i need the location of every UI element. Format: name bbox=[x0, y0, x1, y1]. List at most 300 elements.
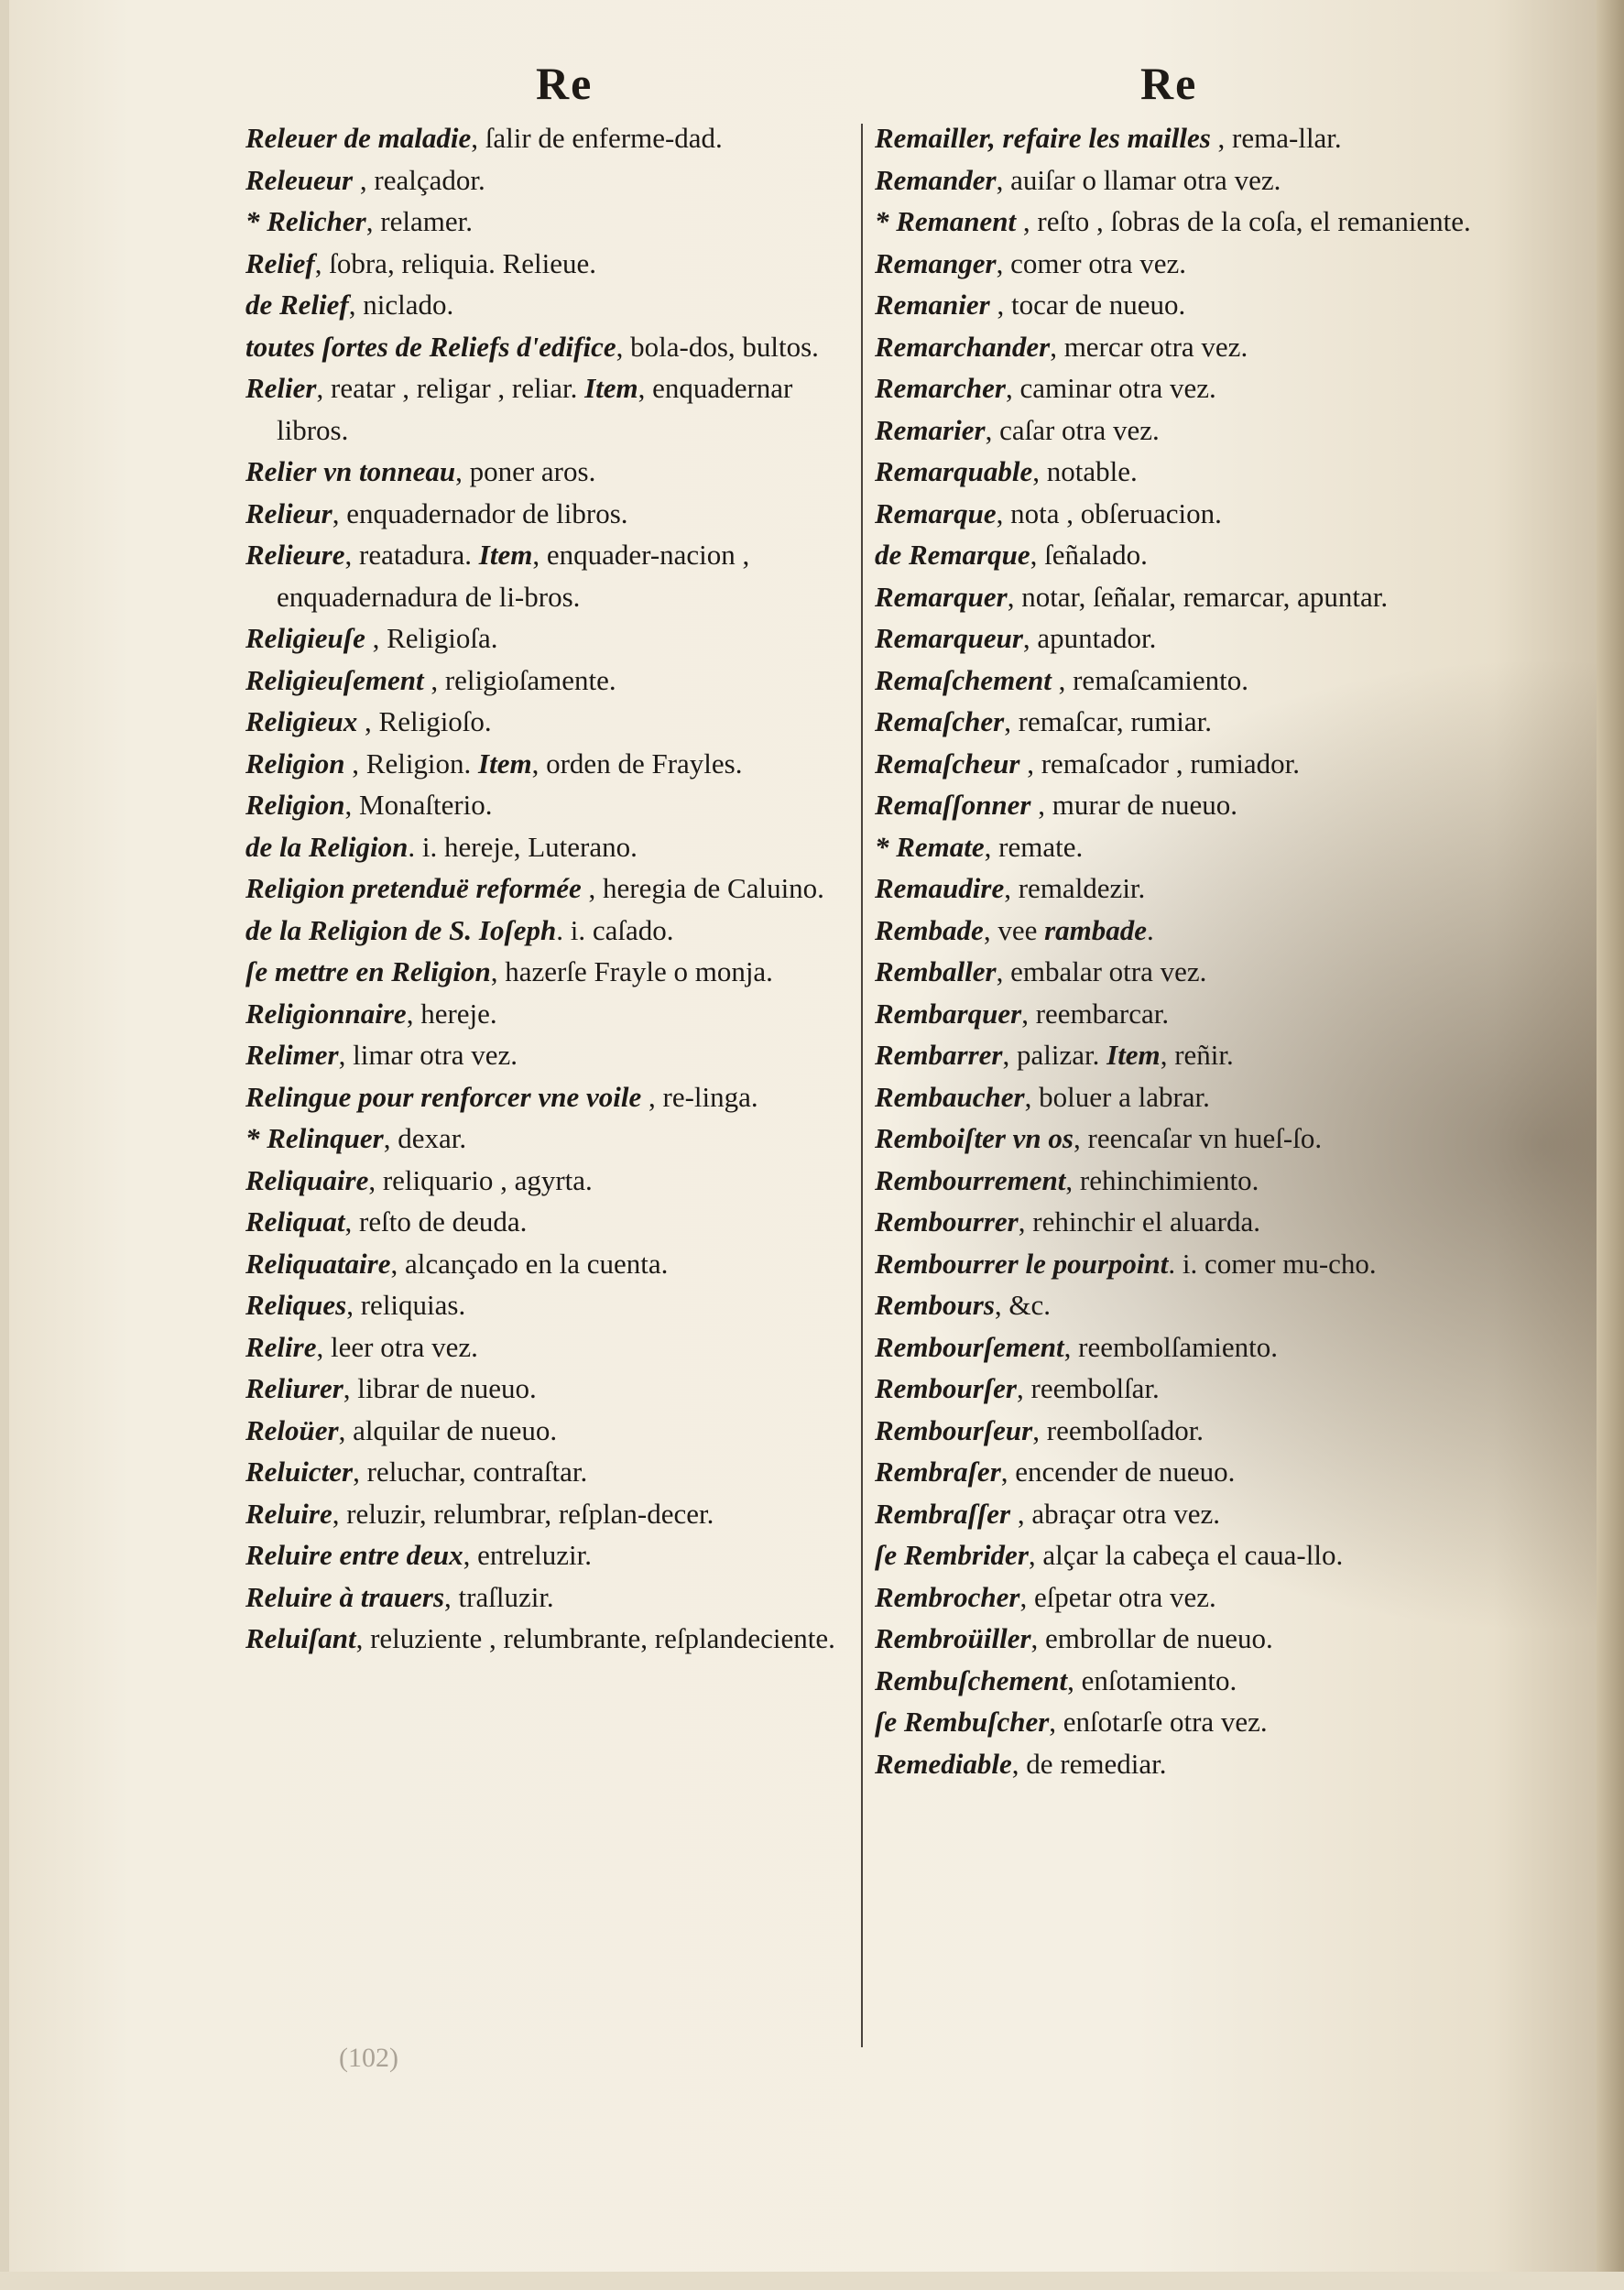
entry-translation: caminar otra vez. bbox=[1019, 372, 1216, 404]
dictionary-entry bbox=[875, 617, 1490, 660]
dictionary-entry bbox=[875, 1160, 1490, 1202]
entry-translation: enquadernador de libros. bbox=[346, 496, 628, 529]
entry-separator: , bbox=[344, 747, 366, 780]
dictionary-entry bbox=[875, 1576, 1490, 1619]
entry-headword: Remaſcheur bbox=[875, 747, 1020, 780]
entry-headword: Rembraſer bbox=[875, 1456, 1001, 1488]
entry-italic-word: Item bbox=[1106, 1039, 1161, 1071]
entry-headword: Remarchander bbox=[875, 330, 1051, 363]
entry-translation: dexar. bbox=[398, 1122, 467, 1154]
entry-headword: * Relicher bbox=[245, 205, 366, 237]
entry-separator: , bbox=[1005, 372, 1020, 404]
dictionary-entry bbox=[245, 1576, 850, 1619]
entry-headword: Reliquaire bbox=[245, 1163, 369, 1196]
entry-headword: Remarquable bbox=[875, 455, 1033, 487]
entry-translation: reatar , religar , reliar. bbox=[331, 372, 578, 404]
entry-separator: , bbox=[1004, 872, 1019, 904]
entry-separator: , bbox=[984, 830, 999, 863]
right-column bbox=[875, 117, 1490, 1784]
entry-translation: auiſar o llamar otra vez. bbox=[1010, 163, 1281, 196]
entry-headword: Rembourſeur bbox=[875, 1413, 1033, 1446]
entry-translation: murar de nueuo. bbox=[1052, 789, 1238, 821]
entry-separator: , bbox=[1004, 705, 1019, 737]
dictionary-entry bbox=[875, 201, 1490, 243]
entry-separator: , bbox=[353, 1456, 367, 1488]
entry-separator: , bbox=[1210, 122, 1233, 154]
entry-separator: , bbox=[1032, 455, 1047, 487]
entry-translation: embrollar de nueuo. bbox=[1045, 1622, 1273, 1654]
entry-translation-continued: , reñir. bbox=[1160, 1039, 1234, 1071]
dictionary-entry bbox=[245, 159, 850, 202]
entry-headword: Religieuſement bbox=[245, 663, 424, 696]
entry-headword: Remaſcher bbox=[875, 705, 1005, 737]
entry-separator: , bbox=[332, 1497, 347, 1530]
entry-translation: entreluzir. bbox=[477, 1539, 592, 1571]
entry-translation: reencaſar vn hueſ-ſo. bbox=[1087, 1122, 1323, 1154]
entry-separator: , bbox=[338, 1413, 354, 1446]
entry-translation: rema-llar. bbox=[1232, 122, 1342, 154]
entry-translation: reluchar, contraſtar. bbox=[366, 1456, 588, 1488]
entry-translation: alquilar de nueuo. bbox=[353, 1413, 558, 1446]
dictionary-entry bbox=[245, 910, 850, 952]
entry-separator: , bbox=[1019, 747, 1041, 780]
entry-translation: ſobra, reliquia. Relieue. bbox=[329, 246, 597, 279]
dictionary-entry bbox=[875, 534, 1490, 576]
dictionary-entry bbox=[245, 1618, 850, 1660]
entry-separator: , bbox=[996, 163, 1011, 196]
dictionary-entry bbox=[875, 1326, 1490, 1369]
dictionary-entry bbox=[875, 993, 1490, 1035]
dictionary-entry bbox=[875, 784, 1490, 826]
entry-translation: de remediar. bbox=[1026, 1747, 1167, 1780]
dictionary-entry bbox=[245, 1368, 850, 1410]
entry-headword: Relieure bbox=[245, 539, 345, 571]
dictionary-entry bbox=[875, 409, 1490, 452]
entry-translation: realçador. bbox=[374, 163, 485, 196]
entry-headword: Religion bbox=[245, 747, 345, 780]
entry-headword: Rembourrement bbox=[875, 1163, 1066, 1196]
entry-translation: remaſcamiento. bbox=[1073, 663, 1249, 696]
dictionary-entry bbox=[245, 701, 850, 743]
entry-separator: , bbox=[390, 1247, 405, 1280]
entry-translation: reatadura. bbox=[359, 539, 473, 571]
entry-translation: nota , obſeruacion. bbox=[1010, 496, 1222, 529]
entry-translation: i. hereje, Luterano. bbox=[421, 830, 638, 863]
entry-headword: Rembarquer bbox=[875, 997, 1022, 1030]
entry-headword: Releueur bbox=[245, 163, 354, 196]
entry-separator: , bbox=[490, 955, 506, 987]
entry-translation: i. caſado. bbox=[570, 913, 674, 946]
dictionary-entry bbox=[875, 1701, 1490, 1743]
dictionary-entry bbox=[245, 451, 850, 493]
dictionary-entry bbox=[875, 284, 1490, 326]
dictionary-entry bbox=[245, 493, 850, 535]
entry-translation: &c. bbox=[1008, 1289, 1052, 1321]
entry-separator: , bbox=[616, 330, 631, 363]
entry-headword: Relier vn tonneau bbox=[245, 455, 456, 487]
entry-translation: reliquario , agyrta. bbox=[382, 1163, 593, 1196]
entry-separator: , bbox=[365, 622, 387, 654]
entry-translation-continued: , orden de Frayles. bbox=[531, 747, 743, 780]
dictionary-entry bbox=[875, 1451, 1490, 1493]
entry-translation: re-linga. bbox=[662, 1080, 758, 1113]
dictionary-entry bbox=[245, 1410, 850, 1452]
entry-translation: librar de nueuo. bbox=[357, 1372, 537, 1404]
entry-translation: eſpetar otra vez. bbox=[1033, 1580, 1216, 1613]
entry-translation: limar otra vez. bbox=[353, 1039, 518, 1071]
entry-translation: caſar otra vez. bbox=[999, 413, 1160, 446]
dictionary-entry bbox=[245, 243, 850, 285]
entry-headword: Reluire à trauers bbox=[245, 1580, 445, 1613]
entry-headword: * Remate bbox=[875, 830, 985, 863]
entry-translation: Religioſa. bbox=[387, 622, 498, 654]
entry-translation: ſalir de enferme-dad. bbox=[485, 122, 723, 154]
dictionary-entry bbox=[875, 1410, 1490, 1452]
entry-separator: , bbox=[1063, 1330, 1079, 1363]
dictionary-entry bbox=[245, 1451, 850, 1493]
entry-italic-word: Item bbox=[478, 539, 533, 571]
dictionary-entry bbox=[875, 1618, 1490, 1660]
entry-separator: , bbox=[1030, 1622, 1046, 1654]
entry-translation: boluer a labrar. bbox=[1039, 1080, 1210, 1113]
entry-headword: Remballer bbox=[875, 955, 997, 987]
dictionary-entry bbox=[875, 367, 1490, 409]
entry-translation: remaſcar, rumiar. bbox=[1018, 705, 1213, 737]
entry-headword: Rembourſer bbox=[875, 1372, 1017, 1404]
entry-separator: , bbox=[368, 1163, 383, 1196]
entry-translation: alcançado en la cuenta. bbox=[404, 1247, 669, 1280]
entry-headword: Relier bbox=[245, 372, 317, 404]
entry-headword: de Remarque bbox=[875, 539, 1030, 571]
entry-headword: Remaudire bbox=[875, 872, 1005, 904]
entry-separator: , bbox=[343, 1372, 358, 1404]
entry-translation: reluziente , relumbrante, reſplandeciente. bbox=[370, 1622, 835, 1654]
entry-separator: , bbox=[1002, 1039, 1017, 1071]
entry-separator: , bbox=[581, 872, 604, 904]
dictionary-entry bbox=[875, 1743, 1490, 1785]
entry-separator: , bbox=[316, 372, 331, 404]
entry-separator: , bbox=[344, 1205, 360, 1238]
entry-headword: Reliquataire bbox=[245, 1247, 391, 1280]
dictionary-entry bbox=[245, 534, 850, 617]
entry-headword: Remboiſter vn os bbox=[875, 1122, 1074, 1154]
dictionary-entry bbox=[875, 1034, 1490, 1076]
dictionary-entry bbox=[245, 367, 850, 451]
entry-separator: , bbox=[348, 289, 364, 321]
dictionary-entry bbox=[245, 617, 850, 660]
left-column-header: Re bbox=[536, 58, 594, 109]
entry-separator: , bbox=[1030, 539, 1045, 571]
entry-separator: , bbox=[406, 997, 421, 1030]
entry-headword: Religieuſe bbox=[245, 622, 365, 654]
entry-separator: , bbox=[994, 1289, 1009, 1321]
dictionary-entry bbox=[875, 326, 1490, 368]
entry-headword: Reliurer bbox=[245, 1372, 343, 1404]
entry-headword: Remanier bbox=[875, 289, 990, 321]
entry-headword: Rembourrer le pourpoint bbox=[875, 1247, 1169, 1280]
entry-headword: ſe mettre en Religion bbox=[245, 955, 491, 987]
entry-headword: Reluiſant bbox=[245, 1622, 356, 1654]
entry-separator: , bbox=[383, 1122, 398, 1154]
entry-translation: remaſcador , rumiador. bbox=[1041, 747, 1301, 780]
entry-separator: , bbox=[983, 913, 998, 946]
dictionary-entry bbox=[245, 1201, 850, 1243]
dictionary-entry bbox=[875, 1660, 1490, 1702]
dictionary-entry bbox=[875, 867, 1490, 910]
dictionary-entry bbox=[245, 284, 850, 326]
dictionary-entry bbox=[245, 201, 850, 243]
dictionary-entry bbox=[245, 1493, 850, 1535]
dictionary-entry bbox=[245, 993, 850, 1035]
entry-separator: , bbox=[332, 496, 347, 529]
entry-headword: Rembade bbox=[875, 913, 984, 946]
entry-separator: , bbox=[1051, 663, 1074, 696]
entry-headword: Reluicter bbox=[245, 1456, 354, 1488]
entry-headword: Reluire bbox=[245, 1497, 332, 1530]
entry-headword: Religion bbox=[245, 789, 345, 821]
entry-translation: remate. bbox=[998, 830, 1084, 863]
entry-translation: reliquias. bbox=[360, 1289, 466, 1321]
entry-headword: Rembours bbox=[875, 1289, 995, 1321]
entry-translation: niclado. bbox=[363, 289, 454, 321]
dictionary-entry bbox=[875, 951, 1490, 993]
entry-separator: . bbox=[408, 830, 422, 863]
entry-headword: Rembarrer bbox=[875, 1039, 1003, 1071]
dictionary-entry bbox=[245, 1284, 850, 1326]
entry-translation: relamer. bbox=[380, 205, 473, 237]
entry-headword: de Relief bbox=[245, 289, 349, 321]
entry-separator: , bbox=[1000, 1456, 1016, 1488]
entry-headword: Reloüer bbox=[245, 1413, 339, 1446]
entry-separator: , bbox=[1065, 1163, 1080, 1196]
dictionary-entry bbox=[875, 743, 1490, 785]
dictionary-entry bbox=[875, 451, 1490, 493]
dictionary-entry bbox=[245, 826, 850, 868]
entry-headword: ſe Rembuſcher bbox=[875, 1706, 1050, 1738]
entry-translation: rehinchimiento. bbox=[1079, 1163, 1259, 1196]
entry-translation: tocar de nueuo. bbox=[1010, 289, 1186, 321]
entry-translation: rehinchir el aluarda. bbox=[1032, 1205, 1260, 1238]
entry-separator: , bbox=[641, 1080, 663, 1113]
entry-headword: Remarier bbox=[875, 413, 986, 446]
entry-headword: Reliques bbox=[245, 1289, 347, 1321]
entry-separator: , bbox=[1050, 330, 1064, 363]
entry-separator: , bbox=[1030, 789, 1052, 821]
dictionary-entry bbox=[245, 743, 850, 785]
entry-separator: , bbox=[985, 413, 1000, 446]
entry-separator: , bbox=[455, 455, 470, 487]
entry-separator: , bbox=[423, 663, 445, 696]
dictionary-entry bbox=[875, 1534, 1490, 1576]
entry-headword: de la Religion de S. Ioſeph bbox=[245, 913, 557, 946]
entry-headword: Remarcher bbox=[875, 372, 1006, 404]
entry-translation: apuntador. bbox=[1037, 622, 1157, 654]
dictionary-entry bbox=[245, 117, 850, 159]
entry-headword: * Remanent bbox=[875, 205, 1017, 237]
entry-headword: Rembourrer bbox=[875, 1205, 1019, 1238]
entry-translation: reembarcar. bbox=[1035, 997, 1170, 1030]
dictionary-entry bbox=[875, 243, 1490, 285]
entry-headword: Religion pretenduë reformée bbox=[245, 872, 582, 904]
entry-translation: reembolſador. bbox=[1046, 1413, 1204, 1446]
entry-translation: vee bbox=[997, 913, 1038, 946]
entry-headword: Remander bbox=[875, 163, 997, 196]
entry-headword: Religionnaire bbox=[245, 997, 407, 1030]
dictionary-entry bbox=[245, 1034, 850, 1076]
entry-separator: , bbox=[996, 955, 1011, 987]
entry-headword: Relieur bbox=[245, 496, 332, 529]
dictionary-entry bbox=[875, 117, 1490, 159]
entry-translation: encender de nueuo. bbox=[1015, 1456, 1236, 1488]
dictionary-entry bbox=[245, 951, 850, 993]
dictionary-entry bbox=[245, 1243, 850, 1285]
dictionary-entry bbox=[875, 660, 1490, 702]
dictionary-entry bbox=[875, 1284, 1490, 1326]
entry-translation: reſto de deuda. bbox=[359, 1205, 528, 1238]
entry-translation: alçar la cabeça el caua-llo. bbox=[1042, 1539, 1344, 1571]
entry-translation: enſotarſe otra vez. bbox=[1063, 1706, 1268, 1738]
entry-headword: Relingue pour renforcer vne voile bbox=[245, 1080, 642, 1113]
entry-separator: , bbox=[1067, 1663, 1082, 1696]
left-column bbox=[245, 117, 850, 1660]
entry-headword: Relire bbox=[245, 1330, 317, 1363]
entry-headword: de la Religion bbox=[245, 830, 409, 863]
entry-translation: Religion. bbox=[365, 747, 472, 780]
entry-italic-word: rambade bbox=[1044, 913, 1148, 946]
dictionary-entry bbox=[875, 493, 1490, 535]
dictionary-entry bbox=[245, 660, 850, 702]
entry-translation: religioſamente. bbox=[444, 663, 616, 696]
right-column-header: Re bbox=[1140, 58, 1198, 109]
entry-separator: , bbox=[344, 539, 359, 571]
dictionary-entry bbox=[875, 1201, 1490, 1243]
entry-translation: Monaſterio. bbox=[359, 789, 493, 821]
entry-separator: , bbox=[989, 289, 1011, 321]
entry-headword: Remanger bbox=[875, 246, 997, 279]
page-number: (102) bbox=[339, 2043, 398, 2073]
entry-translation: notar, ſeñalar, remarcar, apuntar. bbox=[1021, 580, 1389, 613]
entry-translation: hereje. bbox=[420, 997, 497, 1030]
entry-headword: Remarque bbox=[875, 496, 997, 529]
entry-translation: hazerſe Frayle o monja. bbox=[505, 955, 773, 987]
entry-translation: ſeñalado. bbox=[1044, 539, 1148, 571]
entry-headword: Rembroüiller bbox=[875, 1622, 1031, 1654]
entry-headword: Rembraſſer bbox=[875, 1497, 1011, 1530]
dictionary-entry bbox=[875, 826, 1490, 868]
entry-separator: , bbox=[1021, 997, 1036, 1030]
entry-separator: , bbox=[1049, 1706, 1063, 1738]
entry-separator: , bbox=[1024, 1080, 1040, 1113]
entry-separator: , bbox=[471, 122, 485, 154]
entry-translation-continued: , enquadernar libros. bbox=[277, 372, 793, 446]
dictionary-entry bbox=[875, 1368, 1490, 1410]
entry-separator: , bbox=[1028, 1539, 1043, 1571]
entry-separator: . bbox=[1168, 1247, 1183, 1280]
entry-separator: , bbox=[1032, 1413, 1047, 1446]
entry-separator: , bbox=[344, 789, 360, 821]
entry-translation: traſluzir. bbox=[458, 1580, 554, 1613]
entry-headword: Relief bbox=[245, 246, 315, 279]
entry-translation: poner aros. bbox=[469, 455, 596, 487]
dictionary-entry bbox=[245, 1326, 850, 1369]
dictionary-entry bbox=[245, 1076, 850, 1118]
dictionary-entry bbox=[245, 784, 850, 826]
column-divider bbox=[861, 124, 863, 2047]
entry-separator: , bbox=[996, 496, 1011, 529]
entry-translation: notable. bbox=[1046, 455, 1138, 487]
dictionary-entry bbox=[875, 576, 1490, 618]
entry-headword: Rembrocher bbox=[875, 1580, 1020, 1613]
entry-separator: , bbox=[996, 246, 1011, 279]
entry-separator: , bbox=[316, 1330, 331, 1363]
entry-translation: enſotamiento. bbox=[1081, 1663, 1237, 1696]
dictionary-entry bbox=[245, 1118, 850, 1160]
entry-headword: Reluire entre deux bbox=[245, 1539, 463, 1571]
page-binding-shadow bbox=[1597, 0, 1624, 2290]
entry-headword: Remailler, refaire les mailles bbox=[875, 122, 1211, 154]
entry-separator: , bbox=[1074, 1122, 1088, 1154]
entry-headword: Releuer de maladie bbox=[245, 122, 472, 154]
dictionary-entry bbox=[875, 1493, 1490, 1535]
entry-translation-continued: . bbox=[1147, 913, 1154, 946]
entry-separator: , bbox=[1011, 1747, 1027, 1780]
page-bottom-edge bbox=[0, 2272, 1624, 2290]
entry-headword: Remediable bbox=[875, 1747, 1012, 1780]
entry-translation: heregia de Caluino. bbox=[603, 872, 824, 904]
entry-headword: Reliquat bbox=[245, 1205, 345, 1238]
entry-separator: , bbox=[463, 1539, 478, 1571]
dictionary-entry bbox=[245, 867, 850, 910]
dictionary-entry bbox=[875, 910, 1490, 952]
entry-separator: , bbox=[355, 1622, 371, 1654]
entry-translation: embalar otra vez. bbox=[1010, 955, 1207, 987]
entry-headword: toutes ſortes de Reliefs d'edifice bbox=[245, 330, 616, 363]
entry-headword: Remaſſonner bbox=[875, 789, 1031, 821]
entry-translation: abraçar otra vez. bbox=[1031, 1497, 1220, 1530]
dictionary-entry bbox=[245, 1534, 850, 1576]
entry-separator: , bbox=[444, 1580, 459, 1613]
entry-translation: leer otra vez. bbox=[331, 1330, 478, 1363]
entry-separator: , bbox=[1007, 580, 1022, 613]
entry-headword: * Relinquer bbox=[245, 1122, 384, 1154]
entry-italic-word: Item bbox=[478, 747, 532, 780]
entry-headword: Remaſchement bbox=[875, 663, 1052, 696]
entry-translation-continued: , enquader-nacion , enquadernadura de li-bros. bbox=[277, 539, 750, 613]
dictionary-entry bbox=[875, 1076, 1490, 1118]
dictionary-entry bbox=[245, 326, 850, 368]
dictionary-entry bbox=[875, 159, 1490, 202]
entry-separator: . bbox=[556, 913, 571, 946]
entry-separator: , bbox=[1022, 622, 1038, 654]
entry-separator: , bbox=[338, 1039, 354, 1071]
entry-translation: palizar. bbox=[1017, 1039, 1100, 1071]
entry-separator: , bbox=[346, 1289, 361, 1321]
page-left-edge bbox=[0, 0, 9, 2290]
entry-headword: Rembaucher bbox=[875, 1080, 1025, 1113]
entry-separator: , bbox=[1010, 1497, 1032, 1530]
entry-italic-word: Item bbox=[584, 372, 638, 404]
entry-headword: Rembourſement bbox=[875, 1330, 1064, 1363]
dictionary-entry bbox=[875, 701, 1490, 743]
entry-separator: , bbox=[1019, 1580, 1034, 1613]
entry-translation: mercar otra vez. bbox=[1063, 330, 1248, 363]
entry-translation: Religioſo. bbox=[378, 705, 492, 737]
entry-headword: Religieux bbox=[245, 705, 358, 737]
entry-headword: Rembuſchement bbox=[875, 1663, 1068, 1696]
entry-translation: reſto , ſobras de la coſa, el remaniente. bbox=[1037, 205, 1471, 237]
entry-translation: reembolſamiento. bbox=[1078, 1330, 1278, 1363]
entry-translation: remaldezir. bbox=[1018, 872, 1146, 904]
